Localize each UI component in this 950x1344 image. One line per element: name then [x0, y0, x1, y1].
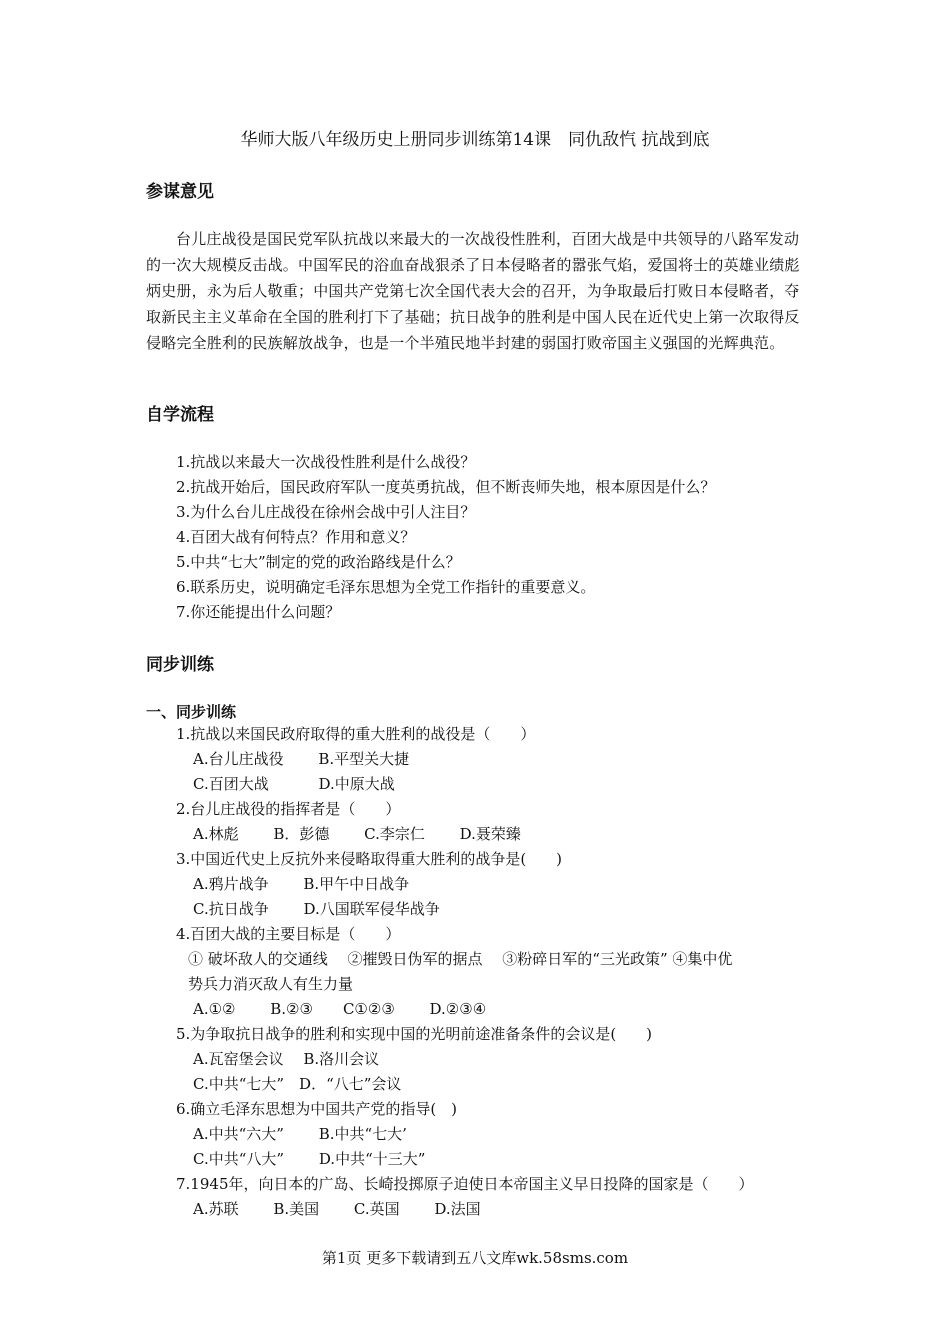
- question-5-options: C.中共“七大” D．“八七”会议: [193, 1075, 402, 1093]
- question-3-options: C.抗日战争 D.八国联军侵华战争: [193, 900, 440, 918]
- question-2: 2.台儿庄战役的指挥者是（ ）: [176, 800, 401, 818]
- advice-paragraph: 台儿庄战役是国民党军队抗战以来最大的一次战役性胜利，百团大战是中共领导的八路军发动的一次大规模反击战。中国军民的浴血奋战狠杀了日本侵略者的嚣张气焰，爱国将士的英雄业绩彪炳史册，永为后人敬重；中国共产党第七次全国代表大会的召开，为争取最后打败日本侵略者，夺取新民主主义革命在全国的胜利打下了基础；抗日战争的胜利是中国人民在近代史上第一次取得反侵略完全胜利的民族解放战争，也是一个半殖民地半封建的弱国打败帝国主义强国的光辉典范。: [146, 230, 800, 352]
- question-4-statements: 势兵力消灭敌人有生力量: [188, 975, 354, 993]
- question-6-options: A.中共“六大” B.中共“七大’: [193, 1125, 407, 1143]
- advice-heading: 参谋意见: [146, 182, 214, 202]
- selfstudy-item: 6.联系历史，说明确定毛泽东思想为全党工作指针的重要意义。: [176, 578, 596, 596]
- question-4-statements: ① 破坏敌人的交通线 ②摧毁日伪军的据点 ③粉碎日军的“三光政策” ④集中优: [188, 950, 733, 968]
- question-1-options: C.百团大战 D.中原大战: [193, 775, 395, 793]
- question-6: 6.确立毛泽东思想为中国共产党的指导( ): [176, 1100, 458, 1118]
- question-4-options: A.①② B.②③ C①②③ D.②③④: [193, 1000, 487, 1018]
- selfstudy-heading: 自学流程: [146, 405, 214, 425]
- question-7-options: A.苏联 B.美国 C.英国 D.法国: [193, 1200, 481, 1218]
- page-footer: 第1页 更多下载请到五八文库wk.58sms.com: [321, 1249, 629, 1267]
- question-6-options: C.中共“八大” D.中共“十三大”: [193, 1150, 426, 1168]
- selfstudy-item: 5.中共“七大”制定的党的政治路线是什么？: [176, 553, 461, 571]
- selfstudy-item: 1.抗战以来最大一次战役性胜利是什么战役？: [176, 453, 476, 471]
- question-2-options: A.林彪 B．彭德 C.李宗仁 D.聂荣臻: [193, 825, 521, 843]
- selfstudy-item: 3.为什么台儿庄战役在徐州会战中引人注目？: [176, 503, 476, 521]
- question-1: 1.抗战以来国民政府取得的重大胜利的战役是（ ）: [176, 725, 536, 743]
- training-heading: 同步训练: [146, 655, 214, 675]
- document-title: 华师大版八年级历史上册同步训练第14课 同仇敌忾 抗战到底: [240, 130, 710, 150]
- selfstudy-item: 4.百团大战有何特点？作用和意义？: [176, 528, 416, 546]
- question-7: 7.1945年，向日本的广岛、长崎投掷原子迫使日本帝国主义早日投降的国家是（ ）: [176, 1175, 754, 1193]
- selfstudy-item: 2.抗战开始后，国民政府军队一度英勇抗战，但不断丧师失地，根本原因是什么？: [176, 478, 716, 496]
- question-4: 4.百团大战的主要目标是（ ）: [176, 925, 401, 943]
- question-1-options: A.台儿庄战役 B.平型关大捷: [193, 750, 410, 768]
- selfstudy-item: 7.你还能提出什么问题？: [176, 603, 341, 621]
- training-subheading: 一、同步训练: [146, 703, 237, 721]
- question-3-options: A.鸦片战争 B.甲午中日战争: [193, 875, 410, 893]
- question-3: 3.中国近代史上反抗外来侵略取得重大胜利的战争是( ): [176, 850, 563, 868]
- question-5: 5.为争取抗日战争的胜利和实现中国的光明前途准备条件的会议是( ): [176, 1025, 653, 1043]
- question-5-options: A.瓦窑堡会议 B.洛川会议: [193, 1050, 380, 1068]
